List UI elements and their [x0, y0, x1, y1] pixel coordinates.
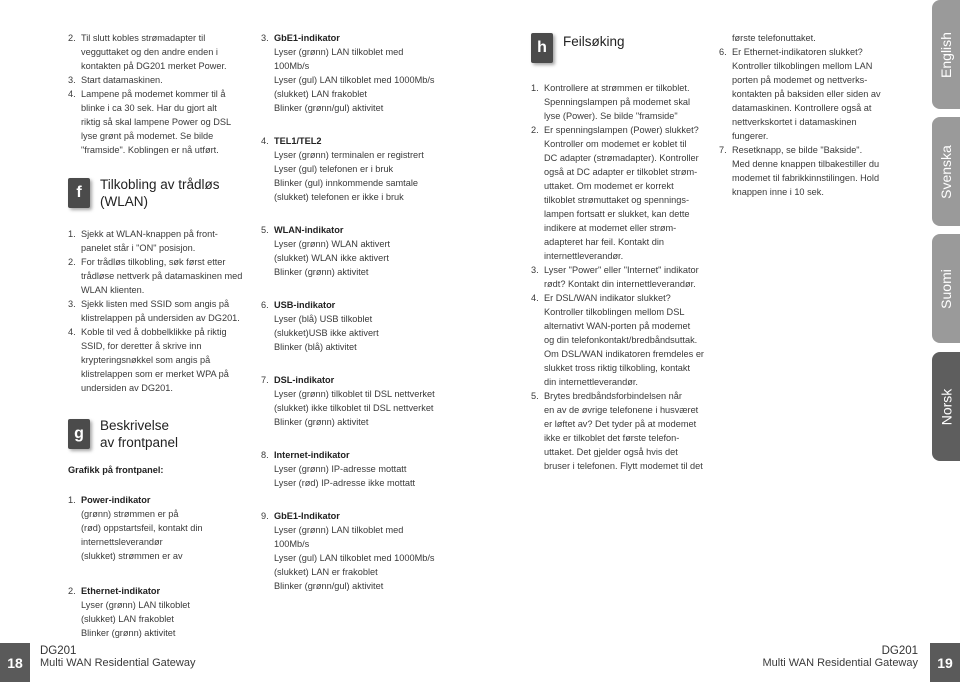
item-line: panelet står i "ON" posisjon.	[81, 243, 196, 253]
list-item	[68, 493, 248, 563]
list-item	[719, 45, 894, 143]
section-g-title: Beskrivelse av frontpanel	[100, 418, 179, 450]
item-line: Blinker (gul) innkommende samtale	[274, 178, 418, 188]
item-line: Kontrollere at strømmen er tilkoblet.	[544, 83, 690, 93]
item-line: ikke er tilkoblet det første telefon-	[544, 433, 680, 443]
item-line: din internettleverandør.	[544, 377, 638, 387]
item-line: Lyser "Power" eller "Internet" indikator	[544, 265, 699, 275]
section-f-title: Tilkobling av trådløs (WLAN)	[100, 177, 220, 209]
footer-product-left: Multi WAN Residential Gateway	[40, 657, 196, 669]
item-number: 6.	[719, 47, 727, 57]
item-number: 8.	[261, 450, 269, 460]
item-line: Til slutt kobles strømadapter til	[81, 33, 206, 43]
list-item	[261, 223, 461, 279]
footer-model-right: DG201	[881, 645, 918, 657]
footer-left	[40, 645, 195, 669]
item-line: modemet til fabrikkinnstilingen. Hold	[732, 173, 880, 183]
item-line: (slukket) LAN er frakoblet	[274, 567, 378, 577]
item-line: Start datamaskinen.	[81, 75, 163, 85]
list-item	[68, 73, 248, 87]
item-line: lyse (Power). Se bilde "framside"	[544, 111, 678, 121]
tab-suomi[interactable]: Suomi	[932, 234, 960, 343]
list-item	[261, 448, 461, 490]
item-number: 4.	[68, 89, 76, 99]
item-line: knappen inne i 10 sek.	[732, 187, 824, 197]
item-line: kontakten på DG201 merket Power.	[81, 61, 227, 71]
item-number: 7.	[261, 375, 269, 385]
grafikk-label: Grafikk på frontpanel:	[68, 465, 164, 475]
item-line: adapteret har feil. Kontakt din	[544, 237, 665, 247]
item-line: 100Mb/s	[274, 61, 310, 71]
item-line: tilkoblet strømuttaket og spennings-	[544, 195, 690, 205]
item-number: 1.	[531, 83, 539, 93]
item-title: GbE1-Indikator	[274, 511, 340, 521]
item-line: Lyser (grønn) terminalen er registrert	[274, 150, 424, 160]
item-title: DSL-indikator	[274, 375, 335, 385]
page-number-left: 18	[0, 643, 30, 682]
list-item	[261, 509, 461, 593]
troubleshooting-steps	[531, 81, 711, 473]
item-line: Lyser (grønn) LAN tilkoblet med	[274, 47, 404, 57]
footer-right	[763, 645, 918, 669]
wlan-steps	[68, 227, 248, 395]
item-title: WLAN-indikator	[274, 225, 344, 235]
item-line: Lampene på modemet kommer til å	[81, 89, 226, 99]
item-line: Lyser (grønn) IP-adresse mottatt	[274, 464, 407, 474]
list-item	[719, 143, 894, 199]
item-line: bruser i telefonen. Flytt modemet til det	[544, 461, 703, 471]
footer-model-left: DG201	[40, 645, 77, 657]
list-item	[531, 123, 711, 263]
item-number: 2.	[68, 257, 76, 267]
list-item	[261, 298, 461, 354]
item-line: Brytes bredbåndsforbindelsen når	[544, 391, 682, 401]
item-line: Blinker (grønn/gul) aktivitet	[274, 581, 384, 591]
item-line: For trådløs tilkobling, søk først etter	[81, 257, 226, 267]
item-line: slukket tross riktig tilkobling, kontakt	[544, 363, 691, 373]
item-number: 4.	[261, 136, 269, 146]
item-number: 4.	[531, 293, 539, 303]
item-number: 3.	[68, 75, 76, 85]
tab-english[interactable]: English	[932, 0, 960, 109]
item-line: Kontroller tilkoblingen mellom LAN	[732, 61, 873, 71]
item-line: Er spenningslampen (Power) slukket?	[544, 125, 699, 135]
item-line: Lyser (grønn) tilkoblet til DSL nettverket	[274, 389, 435, 399]
item-number: 6.	[261, 300, 269, 310]
item-line: (grønn) strømmen er på	[81, 509, 179, 519]
wlan-steps-list	[68, 227, 248, 395]
item-line: Lyser (gul) telefonen er i bruk	[274, 164, 394, 174]
item-line: er løftet av? Det tyder på at modemet	[544, 419, 697, 429]
item-number: 5.	[261, 225, 269, 235]
item-line: Sjekk at WLAN-knappen på front-	[81, 229, 218, 239]
setup-steps-list	[68, 31, 248, 157]
item-line: internettleverandør.	[544, 251, 624, 261]
item-title: Power-indikator	[81, 495, 151, 505]
item-line: Lyser (gul) LAN tilkoblet med 1000Mb/s	[274, 553, 435, 563]
column-1	[68, 31, 248, 157]
list-item	[68, 227, 248, 255]
list-item	[261, 134, 461, 204]
item-title: TEL1/TEL2	[274, 136, 322, 146]
item-line: krypteringsnøkkel som angis på	[81, 355, 211, 365]
troubleshooting-list-cont	[719, 31, 894, 199]
item-number: 2.	[531, 125, 539, 135]
column-2	[261, 31, 461, 593]
item-line: lyse grønt på modemet. Se bilde	[81, 131, 214, 141]
item-line: Er DSL/WAN indikator slukket?	[544, 293, 671, 303]
item-line: undersiden av DG201.	[81, 383, 173, 393]
tab-norsk[interactable]: Norsk	[932, 352, 960, 461]
section-g-header	[68, 417, 178, 451]
item-line: (slukket) telefonen er ikke i bruk	[274, 192, 404, 202]
troubleshooting-list	[531, 81, 711, 473]
indicator-items-2	[261, 31, 461, 593]
item-line: Blinker (grønn) aktivitet	[274, 417, 369, 427]
item-line: (slukket) WLAN ikke aktivert	[274, 253, 389, 263]
item-line: Blinker (grønn) aktivitet	[81, 628, 176, 638]
item-line: rødt? Kontakt din internettleverandør.	[544, 279, 696, 289]
footer-product-right: Multi WAN Residential Gateway	[762, 657, 918, 669]
item-line: "framside". Koblingen er nå utført.	[81, 145, 219, 155]
item-number: 5.	[531, 391, 539, 401]
item-line: (slukket) LAN frakoblet	[81, 614, 174, 624]
item-line: Resetknapp, se bilde "Bakside".	[732, 145, 863, 155]
item-line: alternativt WAN-porten på modemet	[544, 321, 691, 331]
item-number: 3.	[531, 265, 539, 275]
item-number: 1.	[68, 495, 76, 505]
page-number-right: 19	[930, 643, 960, 682]
item-line: Koble til ved å dobbelklikke på riktig	[81, 327, 227, 337]
item-line: nettverkskortet i datamaskinen	[732, 117, 857, 127]
item-line: klistrelappen på undersiden av DG201.	[81, 313, 240, 323]
list-item	[531, 291, 711, 389]
indicator-list-1	[68, 493, 248, 640]
list-item	[68, 325, 248, 395]
continued-line: første telefonuttaket.	[732, 33, 816, 43]
item-line: uttaket. Om modemet er korrekt	[544, 181, 674, 191]
item-line: Med denne knappen tilbakestiller du	[732, 159, 880, 169]
list-item	[531, 263, 711, 291]
item-number: 9.	[261, 511, 269, 521]
item-number: 4.	[68, 327, 76, 337]
tab-svenska[interactable]: Svenska	[932, 117, 960, 226]
list-item	[68, 31, 248, 73]
item-line: SSID, for deretter å skrive inn	[81, 341, 202, 351]
item-line: (slukket)USB ikke aktivert	[274, 328, 379, 338]
item-line: (slukket) LAN frakoblet	[274, 89, 367, 99]
list-item	[261, 373, 461, 429]
item-line: vegguttaket og den andre enden i	[81, 47, 218, 57]
item-line: WLAN klienten.	[81, 285, 145, 295]
item-line: Er Ethernet-indikatoren slukket?	[732, 47, 863, 57]
item-number: 2.	[68, 33, 76, 43]
section-h-header	[531, 33, 625, 63]
item-line: (slukket) strømmen er av	[81, 551, 183, 561]
item-line: (rød) oppstartsfeil, kontakt din	[81, 523, 203, 533]
list-item	[261, 31, 461, 115]
item-line: og din telefonkontakt/bredbåndsuttak.	[544, 335, 698, 345]
item-line: Lyser (rød) IP-adresse ikke mottatt	[274, 478, 416, 488]
item-line: trådløse nettverk på datamaskinen med	[81, 271, 243, 281]
item-line: en av de øvrige telefonene i husværet	[544, 405, 699, 415]
indicator-items-1	[68, 493, 248, 640]
item-line: Lyser (gul) LAN tilkoblet med 1000Mb/s	[274, 75, 435, 85]
list-item	[68, 255, 248, 297]
list-item	[531, 389, 711, 473]
item-title: GbE1-indikator	[274, 33, 340, 43]
item-line: DC adapter (strømadapter). Kontroller	[544, 153, 699, 163]
item-line: porten på modemet og nettverks-	[732, 75, 868, 85]
item-line: Lyser (grønn) LAN tilkoblet med	[274, 525, 404, 535]
item-line: 100Mb/s	[274, 539, 310, 549]
item-line: internettsleverandør	[81, 537, 163, 547]
item-line: Kontroller tilkoblingen mellom DSL	[544, 307, 685, 317]
item-line: fungerer.	[732, 131, 769, 141]
item-line: klistrelappen som er merket WPA på	[81, 369, 229, 379]
section-h-title: Feilsøking	[563, 34, 625, 49]
list-item	[68, 87, 248, 157]
item-line: riktig så skal lampene Power og DSL	[81, 117, 232, 127]
column-4	[719, 31, 894, 199]
section-f-badge: f	[68, 178, 90, 208]
item-line: uttaket. Det gjelder også hvis det	[544, 447, 678, 457]
item-line: Om DSL/WAN indikatoren fremdeles er	[544, 349, 704, 359]
section-f-header	[68, 176, 220, 210]
item-line: Lyser (grønn) WLAN aktivert	[274, 239, 391, 249]
section-h-badge: h	[531, 33, 553, 63]
item-line: (slukket) ikke tilkoblet til DSL nettverket	[274, 403, 434, 413]
item-line: kontakten på baksiden eller siden av	[732, 89, 881, 99]
item-title: Internet-indikator	[274, 450, 350, 460]
item-line: Blinker (grønn) aktivitet	[274, 267, 369, 277]
item-title: USB-indikator	[274, 300, 336, 310]
list-item	[68, 584, 248, 640]
item-number: 7.	[719, 145, 727, 155]
item-line: Lyser (grønn) LAN tilkoblet	[81, 600, 190, 610]
item-number: 3.	[68, 299, 76, 309]
item-line: Blinker (grønn/gul) aktivitet	[274, 103, 384, 113]
item-line: også at DC adapter er tilkoblet strøm-	[544, 167, 698, 177]
item-line: indikere at modemet eller strøm-	[544, 223, 677, 233]
item-line: datamaskinen. Kontrollere også at	[732, 103, 872, 113]
section-g-badge: g	[68, 419, 90, 449]
item-line: Sjekk listen med SSID som angis på	[81, 299, 230, 309]
item-line: Blinker (blå) aktivitet	[274, 342, 357, 352]
item-number: 3.	[261, 33, 269, 43]
item-line: Spenningslampen på modemet skal	[544, 97, 691, 107]
item-number: 2.	[68, 586, 76, 596]
list-item	[531, 81, 711, 123]
item-number: 1.	[68, 229, 76, 239]
item-line: blinke i ca 30 sek. Har du gjort alt	[81, 103, 217, 113]
list-item	[68, 297, 248, 325]
item-title: Ethernet-indikator	[81, 586, 161, 596]
item-line: Kontroller om modemet er koblet til	[544, 139, 687, 149]
item-line: Lyser (blå) USB tilkoblet	[274, 314, 373, 324]
item-line: lampen fortsatt er slukket, kan dette	[544, 209, 690, 219]
